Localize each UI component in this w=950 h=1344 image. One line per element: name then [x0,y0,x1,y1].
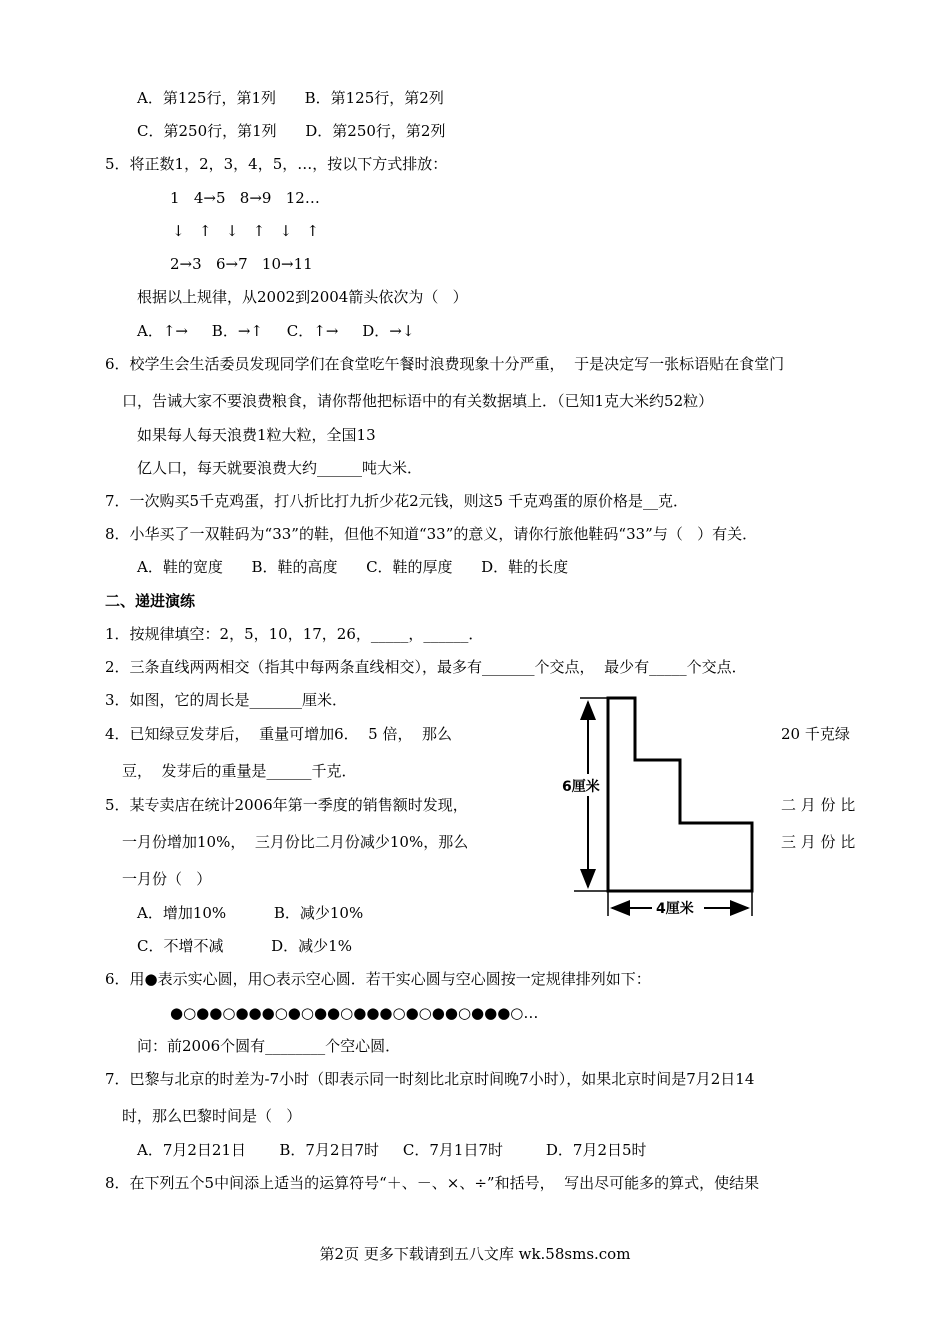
s2-q5-end: 一月份（ ） [122,870,212,888]
q5-stem: 5．将正数1，2，3，4，5，…，按以下方式排放： [105,155,448,173]
q5-pattern-row2: 2→3 6→7 10→11 [170,255,313,273]
q4-options-ab: A．第125行，第1列 B．第125行，第2列 [137,89,444,107]
q6-stem-2: 口，告诫大家不要浪费粮食，请你帮他把标语中的有关数据填上．（已知1克大米约52粒） [122,392,714,410]
q8-stem: 8．小华买了一双鞋码为“33”的鞋，但他不知道“33”的意义，请你行旅他鞋码“33”与（ ）有关． [105,525,758,543]
s2-q5-options-ab: A．增加10% B．减少10% [137,904,364,922]
section-heading: 二、递进演练 [105,592,196,610]
s2-q5-cont-right: 三 月 份 比 [781,833,856,851]
page-footer: 第2页 更多下载请到五八文库 wk.58sms.com [319,1245,631,1263]
s2-q6-stem: 6．用●表示实心圆，用○表示空心圆．若干实心圆与空心圆按一定规律排列如下： [105,970,651,988]
circle-sequence: ●○●●○●●●○●○●●○●●●○●○●●○●●●○… [170,1004,539,1022]
s2-q4-right: 20 千克绿 [781,725,850,743]
q5-question: 根据以上规律，从2002到2004箭头依次为（ ） [137,288,468,306]
s2-q5-options-cd: C．不增不减 D．减少1% [137,937,352,955]
q4-options-cd: C．第250行，第1列 D．第250行，第2列 [137,122,446,140]
s2-q5-right: 二 月 份 比 [781,796,856,814]
q7-stem: 7．一次购买5千克鸡蛋，打八折比打九折少花2元钱，则这5 千克鸡蛋的原价格是__克． [105,492,688,510]
width-label: 4厘米 [656,901,694,917]
q6-slogan-2: 亿人口，每天就要浪费大约______吨大米． [137,459,423,477]
s2-q4-cont: 豆， 发芽后的重量是______千克． [122,762,357,780]
s2-q4-left: 4．已知绿豆发芽后， 重量可增加6． 5 倍， 那么 [105,725,453,743]
s2-q5-left: 5．某专卖店在统计2006年第一季度的销售额时发现， [105,796,468,814]
s2-q7-stem-1: 7．巴黎与北京的时差为-7小时（即表示同一时刻比北京时间晚7小时），如果北京时间是7月2日14 [105,1070,755,1088]
s2-q7-stem-2: 时，那么巴黎时间是（ ） [122,1107,302,1125]
s2-q2: 2．三条直线两两相交（指其中每两条直线相交），最多有_______个交点， 最少有_____个交点． [105,658,747,676]
staircase-outline [608,698,752,891]
s2-q6-question: 问：前2006个圆有________个空心圆． [137,1037,401,1055]
s2-q3: 3．如图，它的周长是_______厘米． [105,691,348,709]
s2-q1: 1．按规律填空：2，5，10，17，26，_____，______． [105,625,484,643]
q6-stem-1: 6．校学生会生活委员发现同学们在食堂吃午餐时浪费现象十分严重， 于是决定写一张标语贴在食堂门 [105,355,785,373]
s2-q8-stem: 8．在下列五个5中间添上适当的运算符号“＋、－、×、÷”和括号， 写出尽可能多的算式，使结果 [105,1174,760,1192]
s2-q5-cont-left: 一月份增加10%， 三月份比二月份减少10%，那么 [122,833,469,851]
q5-pattern-row1: 1 4→5 8→9 12… [170,189,320,207]
q5-pattern-arrows: ↓ ↑ ↓ ↑ ↓ ↑ [172,222,319,240]
q5-options: A．↑→ B．→↑ C．↑→ D．→↓ [137,322,415,340]
height-label: 6厘米 [562,779,600,795]
staircase-figure [560,690,780,930]
q8-options: A．鞋的宽度 B．鞋的高度 C．鞋的厚度 D．鞋的长度 [137,558,569,576]
q6-slogan-1: 如果每人每天浪费1粒大粒，全国13 [137,426,376,444]
s2-q7-options: A．7月2日21日 B．7月2日7时 C．7月1日7时 D．7月2日5时 [137,1141,647,1159]
